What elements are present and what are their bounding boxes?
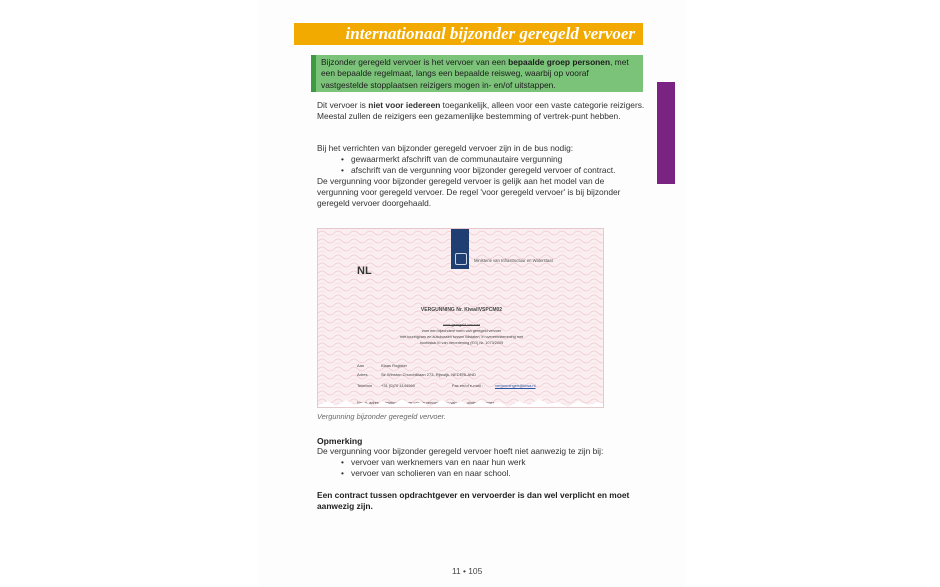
required-documents-list: [317, 154, 647, 176]
paragraph-1-text-2: toegankelijk, alleen voor een vaste categorie reizigers. Meestal zullen de reizigers een gezamenlijke bestemming of vertrek-punt hebben.: [317, 100, 645, 121]
permit-image: [317, 228, 604, 408]
permit-line-3: met touringcars en autobussen tussen lidstaten, in overeenstemming met: [399, 335, 524, 339]
exemption-list: [317, 457, 647, 479]
ministry-name: Ministerie van Infrastructuur en Waterstaat: [474, 258, 553, 263]
intro-text-bold: bepaalde groep personen: [508, 57, 611, 67]
email-label: Fax en/of e-mail :: [452, 383, 483, 388]
paragraph-1-text-1: Dit vervoer is: [317, 100, 369, 110]
address-label: Adres: [357, 372, 368, 377]
paragraph-2-intro: Bij het verrichten van bijzonder geregeld vervoer zijn in de bus nodig:: [317, 143, 574, 153]
permit-line-1: voor geregeld vervoer: [443, 323, 480, 327]
paragraph-2-outro: De vergunning voor bijzonder geregeld vervoer is gelijk aan het model van de vergunning voor geregeld vervoer. De regel 'voor geregeld vervoer' is bij bijzonder geregeld vervoer doorgehaald.: [317, 176, 621, 208]
paragraph-1: [317, 100, 647, 122]
closing-statement: Een contract tussen opdrachtgever en vervoerder is dan wel verplicht en moet aanwezig zijn.: [317, 490, 630, 511]
permit-line-4: hoofdstuk III van Verordening (EG) Nr. 1073/2009: [419, 341, 504, 345]
permit-recipient: [357, 363, 407, 368]
intro-box: [311, 55, 643, 92]
permit-phone: [357, 383, 415, 388]
permit-address: [357, 372, 476, 377]
torn-edge: [318, 396, 604, 408]
phone-label: Telefoon: [357, 383, 373, 388]
government-logo: [451, 229, 469, 269]
crest-icon: [455, 253, 467, 265]
address-value: Sir Winston Churchilllaan 273, Rijswijk, NEDERLAND: [381, 372, 476, 377]
permit-number: VERGUNNING Nr. Kiwa/IVSPCM02: [420, 307, 503, 313]
permit-line-2: voor een bijzondere vorm van geregeld vervoer: [421, 329, 502, 333]
country-code: NL: [357, 265, 372, 277]
permit-footer: Naam, adres en telefoonnummer van de vervoerder en van de ... onderaannemer: [357, 401, 494, 405]
list-item: • afschrift van de vergunning voor bijzonder geregeld vervoer of contract.: [341, 165, 647, 176]
email-value: vergunningen@kiwa.nl: [495, 383, 536, 388]
intro-text-1: Bijzonder geregeld vervoer is het vervoer van een: [321, 57, 509, 67]
remark-intro: De vergunning voor bijzonder geregeld vervoer hoeft niet aanwezig te zijn bij:: [317, 446, 604, 456]
recipient-label: Aan: [357, 363, 365, 368]
chapter-tab: [657, 82, 675, 184]
list-item: • vervoer van werknemers van en naar hun werk: [341, 457, 647, 468]
paragraph-2: [317, 143, 647, 209]
section-title: internationaal bijzonder geregeld vervoer: [294, 23, 643, 45]
recipient-value: Klaas Rogister: [381, 363, 408, 368]
remark-paragraph: [317, 446, 647, 479]
list-item: • gewaarmerkt afschrift van de communautaire vergunning: [341, 154, 647, 165]
intro-text-2: , met een bepaalde regelmaat, langs een bepaalde reisweg, waarbij op vooraf vastgestelde stopplaatsen reizigers mogen in- en/of uitstappen.: [321, 57, 629, 90]
list-item: • vervoer van scholieren van en naar school.: [341, 468, 647, 479]
phone-value: +31 (0)70 4144960: [381, 383, 415, 388]
paragraph-1-bold: niet voor iedereen: [368, 100, 441, 110]
remark-title: Opmerking: [317, 436, 363, 446]
page-number: 11 • 105: [452, 566, 483, 576]
image-caption: Vergunning bijzonder geregeld vervoer.: [317, 412, 446, 421]
